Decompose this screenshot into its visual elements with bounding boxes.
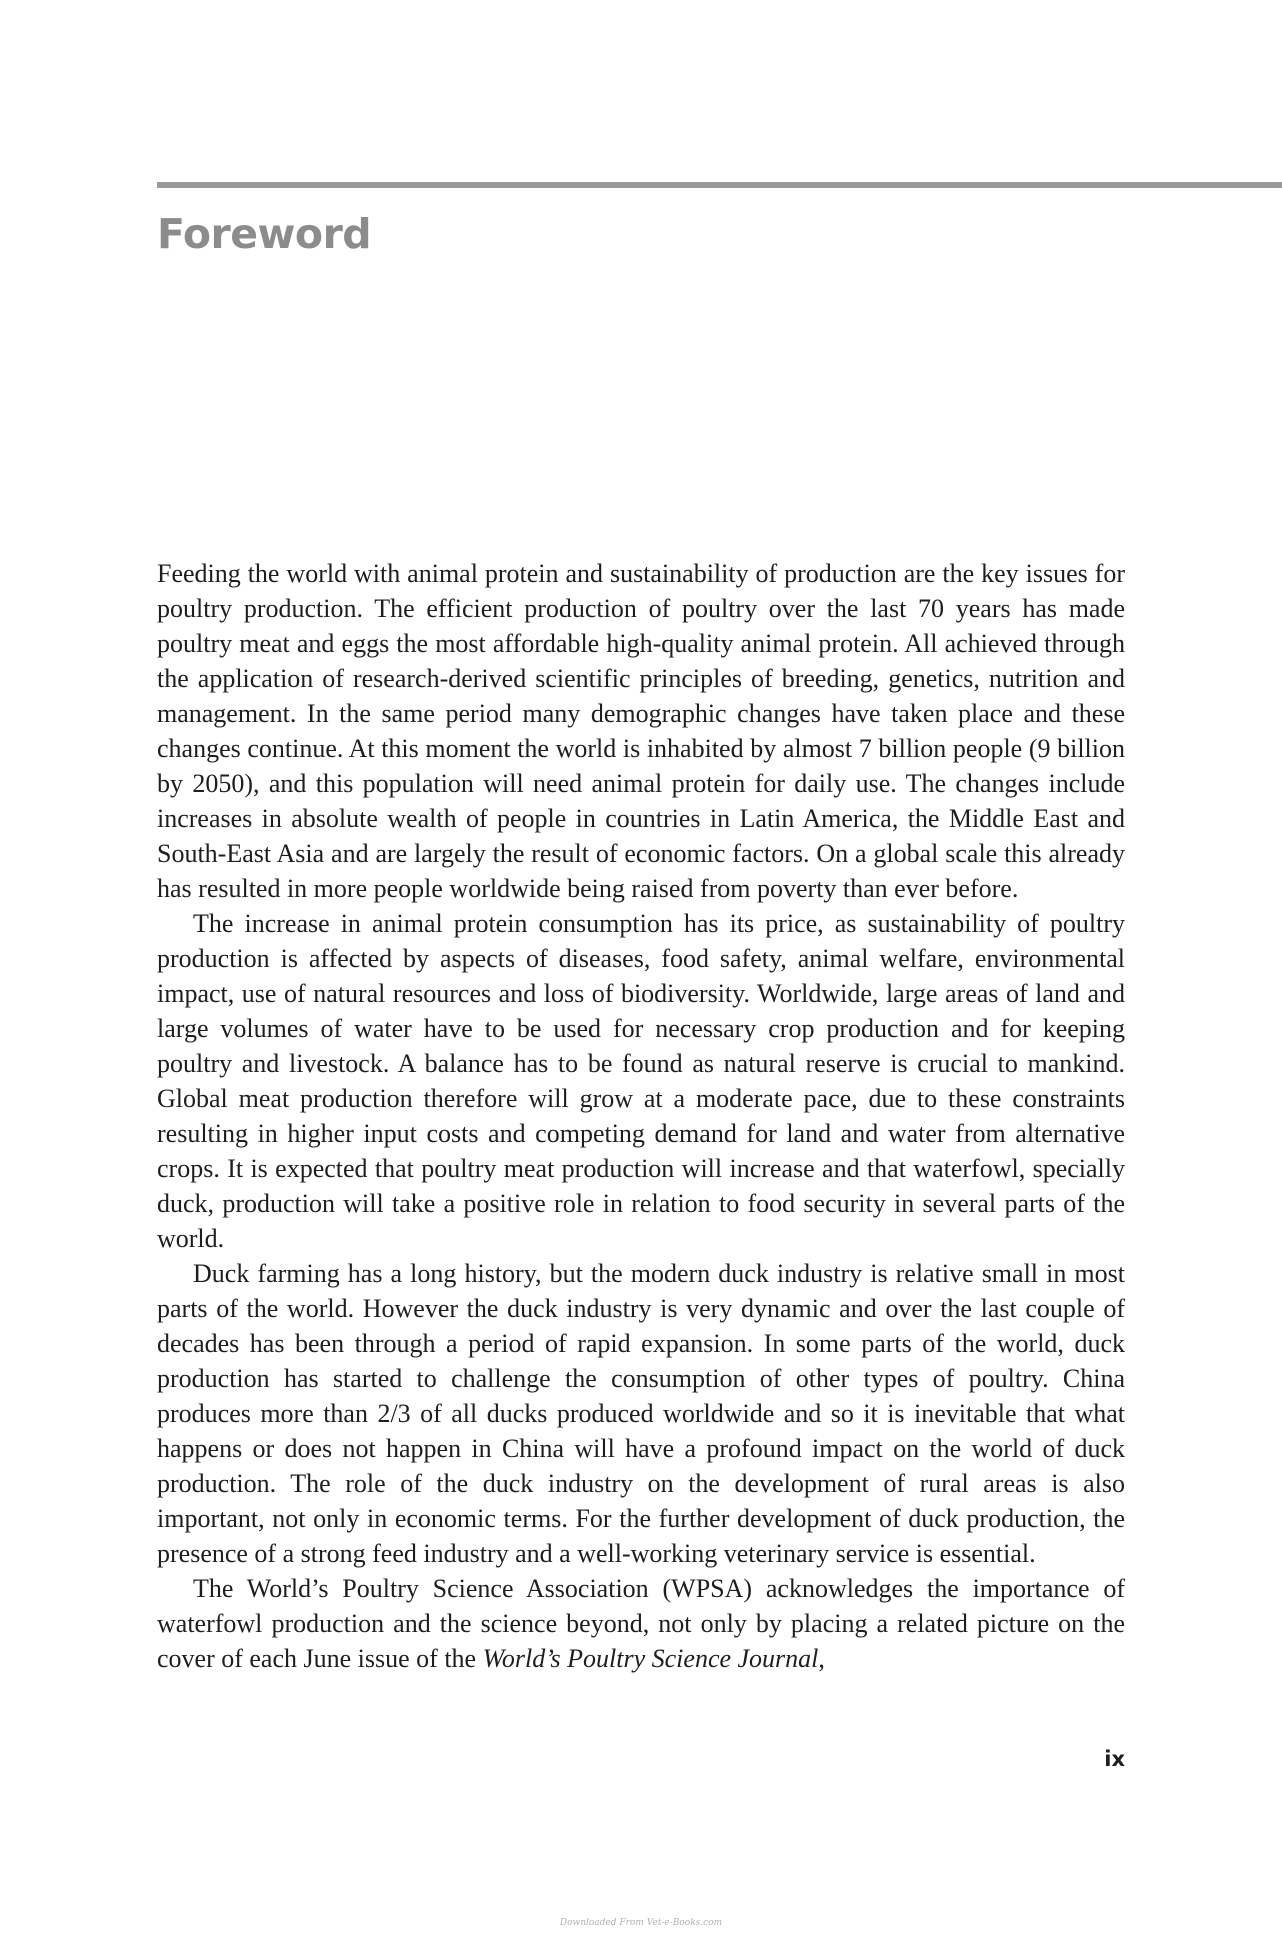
paragraph-4 bbox=[157, 1571, 1125, 1676]
chapter-rule bbox=[157, 182, 1282, 188]
page-number: ix bbox=[1104, 1747, 1125, 1771]
download-watermark: Downloaded From Vet-e-Books.com bbox=[559, 1918, 723, 1928]
foreword-body bbox=[157, 556, 1125, 1676]
paragraph-3: Duck farming has a long history, but the modern duck industry is relative small in most parts of the world. However the duck industry is very dynamic and over the last couple of decades has been through a period of rapid expansion. In some parts of the world, duck production has started to challenge the consumption of other types of poultry. China produces more than 2/3 of all ducks produced worldwide and so it is inevitable that what happens or does not happen in China will have a profound impact on the world of duck production. The role of the duck industry on the development of rural areas is also important, not only in economic terms. For the further development of duck production, the presence of a strong feed industry and a well-working veterinary service is essential. bbox=[157, 1259, 1125, 1568]
paragraph-4-trail: , bbox=[818, 1644, 825, 1673]
chapter-title: Foreword bbox=[157, 210, 372, 258]
journal-title: World’s Poultry Science Journal bbox=[482, 1644, 819, 1673]
paragraph-2: The increase in animal protein consumption has its price, as sustainability of poultry production is affected by aspects of diseases, food safety, animal welfare, environmental impact, use of natural resources and loss of biodiversity. Worldwide, large areas of land and large volumes of water have to be used for necessary crop production and for keeping poultry and livestock. A balance has to be found as natural reserve is crucial to mankind. Global meat production therefore will grow at a moderate pace, due to these constraints resulting in higher input costs and competing demand for land and water from alternative crops. It is expected that poultry meat production will increase and that waterfowl, specially duck, production will take a positive role in relation to food security in several parts of the world. bbox=[157, 909, 1125, 1253]
paragraph-1: Feeding the world with animal protein and sustainability of production are the key issues for poultry production. The efficient production of poultry over the last 70 years has made poultry meat and eggs the most affordable high-quality animal protein. All achieved through the application of research-derived scientific principles of breeding, genetics, nutrition and management. In the same period many demographic changes have taken place and these changes continue. At this moment the world is inhabited by almost 7 billion people (9 billion by 2050), and this population will need animal protein for daily use. The changes include increases in absolute wealth of people in countries in Latin America, the Middle East and South-East Asia and are largely the result of economic factors. On a global scale this already has resulted in more people worldwide being raised from poverty than ever before. bbox=[157, 559, 1125, 903]
paragraph-4-lead: The World’s Poultry Science Association (WPSA) acknowledges the importance of waterfowl production and the science beyond, not only by placing a related picture on the cover of each June issue of the bbox=[157, 1574, 1125, 1673]
